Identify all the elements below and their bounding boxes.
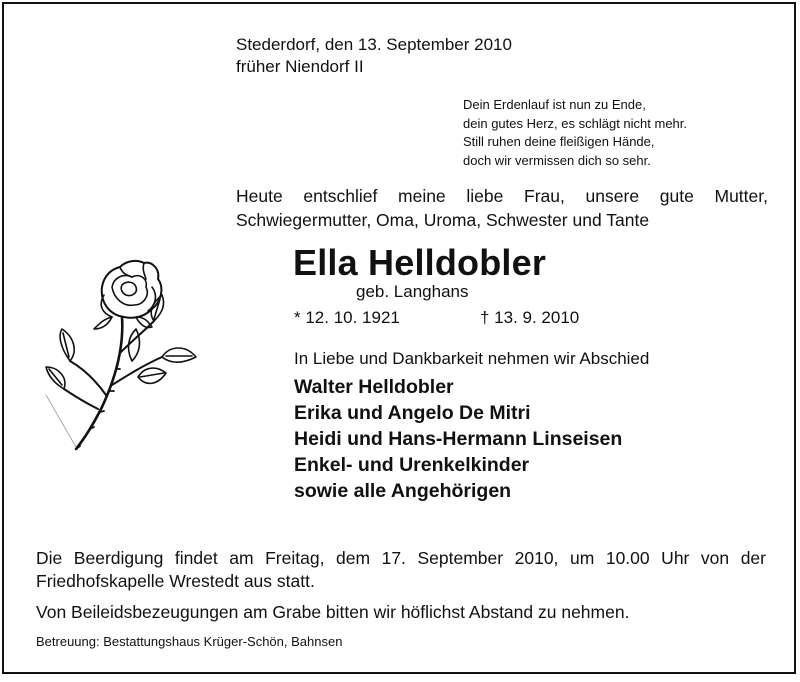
condolence-note: Von Beileidsbezeugungen am Grabe bitten wir höflichst Abstand zu nehmen.	[36, 602, 630, 622]
funeral-home: Betreuung: Bestattungshaus Krüger-Schön, Bahnsen	[36, 634, 343, 649]
intro-text	[236, 184, 768, 232]
poem-line: dein gutes Herz, es schlägt nicht mehr.	[463, 115, 688, 131]
maiden-name: geb. Langhans	[356, 282, 469, 301]
mourner: sowie alle Angehörigen	[294, 480, 512, 502]
mourner: Enkel- und Urenkelkinder	[294, 454, 530, 476]
poem-line: doch wir vermissen dich so sehr.	[463, 152, 651, 168]
intro-line: Heute entschlief meine liebe Frau, unsere gute Mutter,	[236, 186, 768, 206]
mourner: Erika und Angelo De Mitri	[294, 402, 531, 424]
funeral-line: Die Beerdigung findet am Freitag, dem 17. September 2010, um 10.00 Uhr von der	[36, 548, 766, 568]
rose-icon	[40, 257, 200, 462]
place-date: Stederdorf, den 13. September 2010	[236, 35, 512, 54]
mourner: Walter Helldobler	[294, 376, 454, 398]
funeral-info	[36, 547, 766, 593]
mourner: Heidi und Hans-Hermann Linseisen	[294, 428, 623, 450]
mourners-list	[294, 374, 622, 504]
deceased-name: Ella Helldobler	[293, 242, 547, 283]
intro-line: Schwiegermutter, Oma, Uroma, Schwester und Tante	[236, 210, 650, 230]
former-residence: früher Niendorf II	[236, 57, 364, 76]
poem-line: Dein Erdenlauf ist nun zu Ende,	[463, 97, 646, 112]
place-date-block	[236, 34, 512, 78]
obituary-notice	[2, 2, 796, 674]
poem	[463, 96, 687, 170]
birth-date: * 12. 10. 1921	[294, 308, 400, 327]
death-date: † 13. 9. 2010	[480, 308, 580, 327]
poem-line: Still ruhen deine fleißigen Hände,	[463, 134, 655, 149]
farewell-text: In Liebe und Dankbarkeit nehmen wir Abschied	[294, 349, 650, 368]
funeral-line: Friedhofskapelle Wrestedt aus statt.	[36, 571, 315, 591]
